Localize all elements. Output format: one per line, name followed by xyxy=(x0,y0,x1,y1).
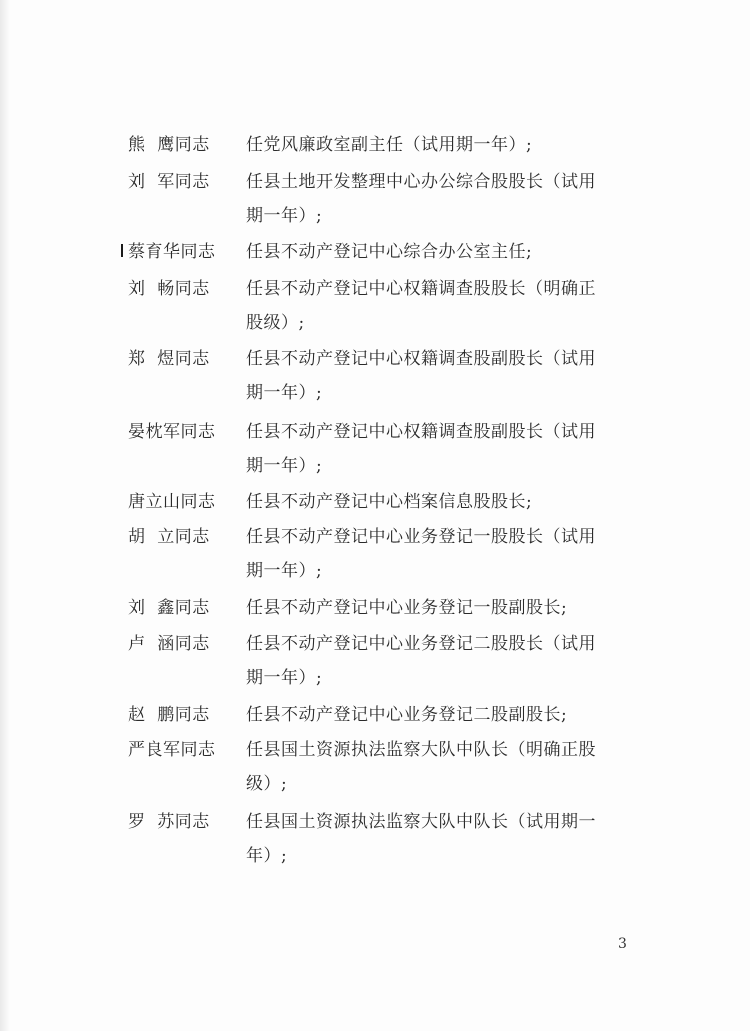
appointment-description xyxy=(246,342,638,410)
description-line: 任县不动产登记中心业务登记二股股长（试用 xyxy=(246,634,596,654)
description-line: 级）; xyxy=(246,774,288,794)
appointee-name: 郑 煜同志 xyxy=(128,349,210,369)
description-line: 期一年）; xyxy=(246,561,323,581)
appointee-name: 蔡育华同志 xyxy=(128,242,216,262)
appointment-description xyxy=(246,272,638,340)
description-line: 任县土地开发整理中心办公综合股股长（试用 xyxy=(246,172,596,192)
description-line: 期一年）; xyxy=(246,456,323,476)
description-line: 期一年）; xyxy=(246,383,323,403)
appointment-description xyxy=(246,485,638,519)
appointment-description xyxy=(246,520,638,588)
description-line: 任县不动产登记中心业务登记二股副股长; xyxy=(246,705,568,725)
appointment-description xyxy=(246,733,638,801)
description-line: 任县不动产登记中心档案信息股股长; xyxy=(246,492,533,512)
appointment-description xyxy=(246,165,638,233)
description-line: 任县不动产登记中心权籍调查股副股长（试用 xyxy=(246,349,596,369)
description-line: 任党风廉政室副主任（试用期一年）; xyxy=(246,135,533,155)
appointee-name: 晏枕军同志 xyxy=(128,422,216,442)
appointee-name: 胡 立同志 xyxy=(128,527,210,547)
appointee-name: 罗 苏同志 xyxy=(128,812,210,832)
description-line: 期一年）; xyxy=(246,668,323,688)
appointment-description xyxy=(246,235,638,269)
appointee-name: 唐立山同志 xyxy=(128,492,216,512)
page-number: 3 xyxy=(618,936,627,952)
description-line: 期一年）; xyxy=(246,206,323,226)
appointment-description xyxy=(246,415,638,483)
description-line: 任县不动产登记中心综合办公室主任; xyxy=(246,242,533,262)
scan-mark xyxy=(121,244,123,257)
description-line: 任县国土资源执法监察大队中队长（明确正股 xyxy=(246,740,596,760)
description-line: 任县国土资源执法监察大队中队长（试用期一 xyxy=(246,812,596,832)
appointment-description xyxy=(246,698,638,732)
appointee-name: 严良军同志 xyxy=(128,740,216,760)
appointee-name: 刘 军同志 xyxy=(128,172,210,192)
description-line: 任县不动产登记中心业务登记一股副股长; xyxy=(246,598,568,618)
appointee-name: 赵 鹏同志 xyxy=(128,705,210,725)
description-line: 年）; xyxy=(246,846,288,866)
description-line: 任县不动产登记中心权籍调查股股长（明确正 xyxy=(246,279,596,299)
description-line: 任县不动产登记中心权籍调查股副股长（试用 xyxy=(246,422,596,442)
appointee-name: 卢 涵同志 xyxy=(128,634,210,654)
appointee-name: 刘 畅同志 xyxy=(128,279,210,299)
scan-edge-shadow xyxy=(0,0,10,1031)
appointment-description xyxy=(246,128,638,162)
description-line: 股级）; xyxy=(246,313,305,333)
appointee-name: 熊 鹰同志 xyxy=(128,135,210,155)
appointment-description xyxy=(246,627,638,695)
appointment-description xyxy=(246,591,638,625)
description-line: 任县不动产登记中心业务登记一股股长（试用 xyxy=(246,527,596,547)
appointment-description xyxy=(246,805,638,873)
appointee-name: 刘 鑫同志 xyxy=(128,598,210,618)
